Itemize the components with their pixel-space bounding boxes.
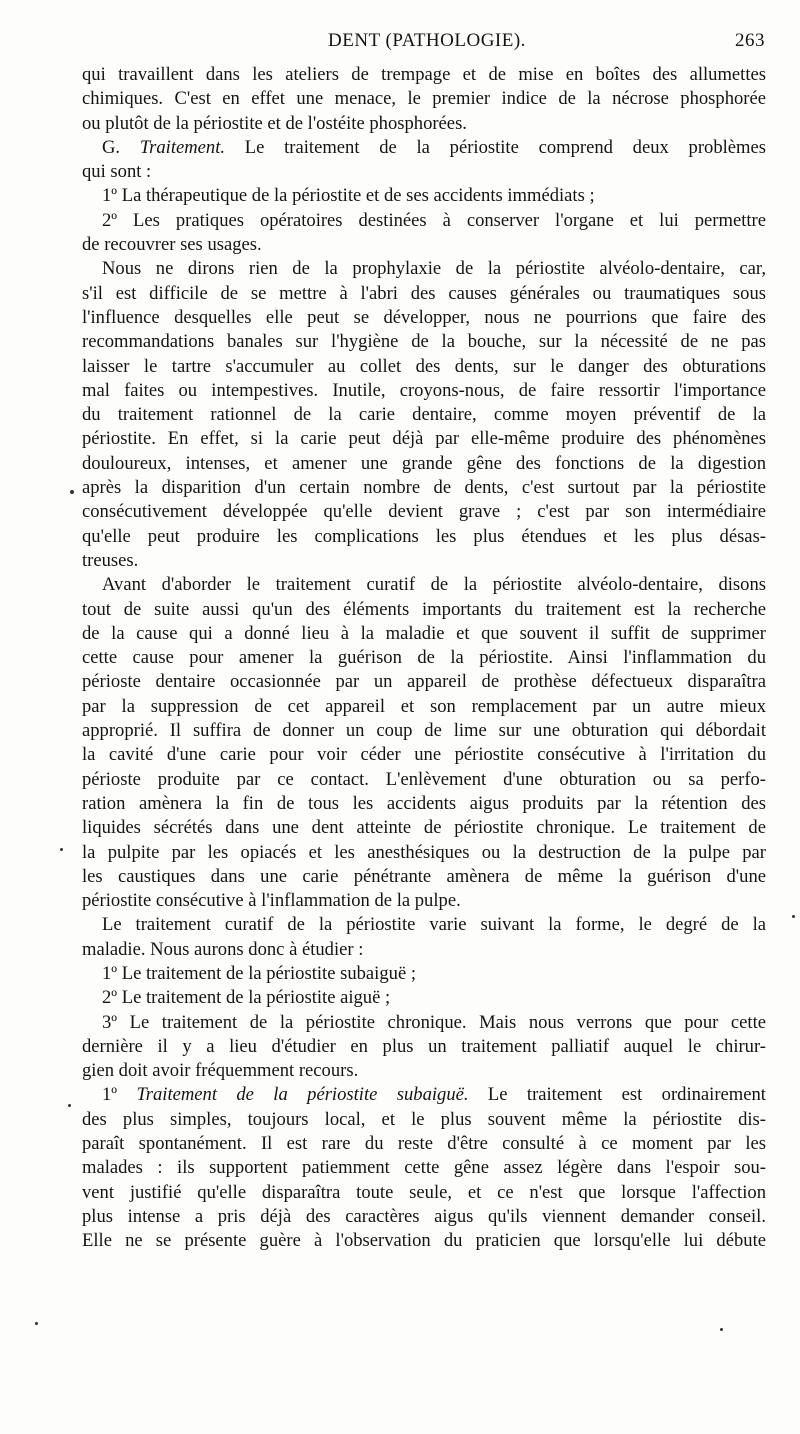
text-line: l'influence desquelles elle peut se développer, nous ne pourrions que faire des [82, 306, 766, 328]
text-line: 2º Les pratiques opératoires destinées à conserver l'organe et lui permettre [102, 209, 766, 231]
text-line: Elle ne se présente guère à l'observation du praticien que lorsqu'elle lui débute [82, 1230, 766, 1252]
text-line: chimiques. C'est en effet une menace, le premier indice de la nécrose phosphorée [82, 88, 766, 110]
text-line: dernière il y a lieu d'étudier en plus un traitement palliatif auquel le chirur- [82, 1035, 766, 1057]
section-text: Le traitement de la périostite comprend deux problèmes [225, 136, 766, 158]
text-line: liquides sécrétés dans une dent atteinte de périostite chronique. Le traitement de [82, 817, 766, 839]
text-line: cette cause pour amener la guérison de la périostite. Ainsi l'inflammation du [82, 647, 766, 669]
text-line: gien doit avoir fréquemment recours. [82, 1060, 359, 1082]
text-line: approprié. Il suffira de donner un coup de lime sur une obturation qui débordait [82, 720, 766, 742]
print-speck [68, 1104, 71, 1107]
text-line: périoste dentaire occasionnée par un appareil de prothèse défectueux disparaîtra [82, 671, 766, 693]
text-line: qui travaillent dans les ateliers de trempage et de mise en boîtes des allumettes [82, 64, 766, 85]
text-line: périoste produite par ce contact. L'enlèvement d'une obturation ou sa perfo- [82, 768, 766, 790]
text-line: ration amènera la fin de tous les accidents aigus produits par la rétention des [82, 792, 766, 814]
text-line: plus intense a pris déjà des caractères aigus qu'ils viennent demander conseil. [82, 1205, 766, 1227]
text-line: la cavité d'une carie pour voir céder une périostite consécutive à l'irritation du [82, 744, 766, 766]
running-title: DENT (PATHOLOGIE). [328, 30, 526, 51]
text-line: périostite consécutive à l'inflammation de la pulpe. [82, 890, 461, 912]
page-number: 263 [735, 30, 765, 51]
text-line: malades : ils supportent patiemment cette gêne assez légère dans l'espoir sou- [82, 1157, 766, 1179]
text-line: 1º Le traitement de la périostite subaiguë ; [102, 962, 417, 984]
text-line: 3º Le traitement de la périostite chronique. Mais nous verrons que pour cette [102, 1011, 766, 1033]
subsection-text: Le traitement est ordinairement [468, 1084, 766, 1106]
text-line: paraît spontanément. Il est rare du reste d'être consulté à ce moment par les [82, 1133, 766, 1155]
subsection-number: 1º [102, 1084, 137, 1106]
subsection-title: Traitement de la périostite subaiguë. [136, 1084, 469, 1106]
text-line: douloureux, intenses, et amener une grande gêne des fonctions de la digestion [82, 452, 766, 474]
text-line: des plus simples, toujours local, et le plus souvent même la périostite dis- [82, 1108, 766, 1130]
text-line: les caustiques dans une carie pénétrante amènera de même la guérison d'une [82, 865, 766, 887]
text-line: maladie. Nous aurons donc à étudier : [82, 938, 364, 960]
text-line: de recouvrer ses usages. [82, 234, 262, 256]
print-speck [70, 490, 74, 494]
text-line: treuses. [82, 549, 139, 571]
text-line: s'il est difficile de se mettre à l'abri des causes générales ou traumatiques sous [82, 282, 766, 304]
section-g-heading-line [82, 136, 766, 160]
text-line: après la disparition d'un certain nombre de dents, c'est surtout par la périostite [82, 477, 766, 499]
text-line: laisser le tartre s'accumuler au collet des dents, sur le danger des obturations [82, 355, 766, 377]
text-line: la pulpite par les opiacés et les anesthésiques ou la destruction de la pulpe par [82, 841, 766, 863]
text-line: par la suppression de cet appareil et son remplacement par un autre mieux [82, 695, 766, 717]
text-line: ou plutôt de la périostite et de l'ostéite phosphorées. [82, 112, 467, 134]
section-title: Traitement. [139, 136, 226, 158]
text-line: 1º La thérapeutique de la périostite et de ses accidents immédiats ; [102, 185, 595, 207]
text-line: 2º Le traitement de la périostite aiguë ; [102, 987, 391, 1009]
text-line: qu'elle peut produire les complications les plus étendues et les plus désas- [82, 525, 766, 547]
text-line: qui sont : [82, 161, 152, 183]
print-speck [792, 915, 795, 918]
text-line: Nous ne dirons rien de la prophylaxie de la périostite alvéolo-dentaire, car, [102, 258, 766, 280]
text-line: vent justifié qu'elle disparaîtra toute seule, et ce n'est que lorsque l'affection [82, 1181, 766, 1203]
print-speck [720, 1328, 723, 1331]
subsection-heading-line [82, 1083, 766, 1107]
page-header [90, 30, 765, 58]
text-line: Le traitement curatif de la périostite varie suivant la forme, le degré de la [102, 914, 766, 936]
text-line: mal faites ou intempestives. Inutile, croyons-nous, de faire ressortir l'importance [82, 379, 766, 401]
text-line: périostite. En effet, si la carie peut déjà par elle-même produire des phénomènes [82, 428, 766, 450]
print-speck [35, 1322, 38, 1325]
text-line: tout de suite aussi qu'un des éléments importants du traitement est la recherche [82, 598, 766, 620]
text-line: recommandations banales sur l'hygiène de la bouche, sur la nécessité de ne pas [82, 331, 766, 353]
section-label: G. [102, 136, 140, 158]
text-line: consécutivement développée qu'elle devient grave ; c'est par son intermédiaire [82, 501, 766, 523]
page-body [82, 63, 766, 1254]
print-speck [60, 848, 63, 851]
text-line: du traitement rationnel de la carie dentaire, comme moyen préventif de la [82, 404, 766, 426]
text-line: Avant d'aborder le traitement curatif de la périostite alvéolo-dentaire, disons [102, 574, 766, 596]
text-line: de la cause qui a donné lieu à la maladie et que souvent il suffit de supprimer [82, 622, 766, 644]
